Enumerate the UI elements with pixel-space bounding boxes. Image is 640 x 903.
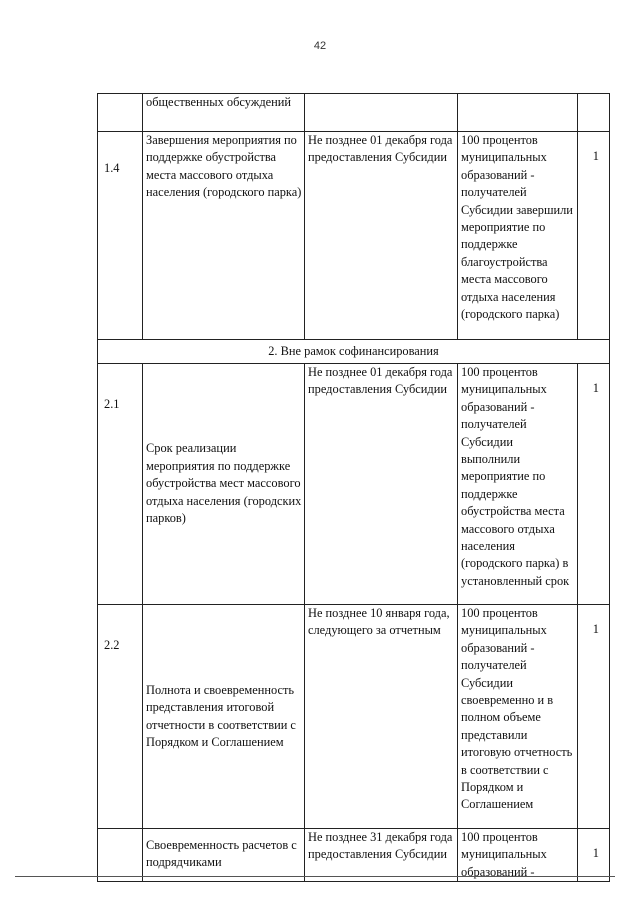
deadline-cell: Не позднее 10 января года, следующего за отчетным xyxy=(305,605,458,829)
target-cell: 100 процентов муниципальных образований - получателей Субсидии выполнили мероприятие по поддержке обустройства места массового отдыха населения (городского парка) в установленный срок xyxy=(458,364,578,605)
table-row xyxy=(98,605,610,829)
criterion-cell: Своевременность расчетов с подрядчиками xyxy=(143,829,305,882)
deadline-cell: Не позднее 01 декабря года предоставления Субсидии xyxy=(305,364,458,605)
row-number: 2.1 xyxy=(98,364,143,605)
bottom-divider xyxy=(15,876,615,877)
score-cell: 1 xyxy=(578,132,610,340)
deadline-cell: Не позднее 01 декабря года предоставления Субсидии xyxy=(305,132,458,340)
table-row xyxy=(98,132,610,340)
table-row xyxy=(98,94,610,132)
deadline-cell: Не позднее 31 декабря года предоставления Субсидии xyxy=(305,829,458,882)
score-cell: 1 xyxy=(578,605,610,829)
deadline-cell xyxy=(305,94,458,132)
target-cell: 100 процентов муниципальных образований - получателей Субсидии своевременно и в полном объеме представили итоговую отчетность в соответствии с Порядком и Соглашением xyxy=(458,605,578,829)
score-cell xyxy=(578,94,610,132)
row-number xyxy=(98,94,143,132)
section-title: 2. Вне рамок софинансирования xyxy=(98,340,610,364)
table-row xyxy=(98,364,610,605)
page-number: 42 xyxy=(313,40,327,52)
score-cell: 1 xyxy=(578,829,610,882)
target-cell: 100 процентов муниципальных образований - получателей Субсидии завершили мероприятие по поддержке благоустройства места массового отдыха населения (городского парка) xyxy=(458,132,578,340)
score-cell: 1 xyxy=(578,364,610,605)
criterion-cell: Завершения мероприятия по поддержке обустройства места массового отдыха населения (городского парка) xyxy=(143,132,305,340)
criterion-cell: Срок реализации мероприятия по поддержке обустройства мест массового отдыха населения (городских парков) xyxy=(143,364,305,605)
criterion-cell: общественных обсуждений xyxy=(143,94,305,132)
target-cell: 100 процентов муниципальных образований - xyxy=(458,829,578,882)
row-number: 2.2 xyxy=(98,605,143,829)
criteria-table xyxy=(97,93,610,882)
criterion-cell: Полнота и своевременность представления итоговой отчетности в соответствии с Порядком и Соглашением xyxy=(143,605,305,829)
section-row xyxy=(98,340,610,364)
table-row xyxy=(98,829,610,882)
row-number xyxy=(98,829,143,882)
target-cell xyxy=(458,94,578,132)
row-number: 1.4 xyxy=(98,132,143,340)
